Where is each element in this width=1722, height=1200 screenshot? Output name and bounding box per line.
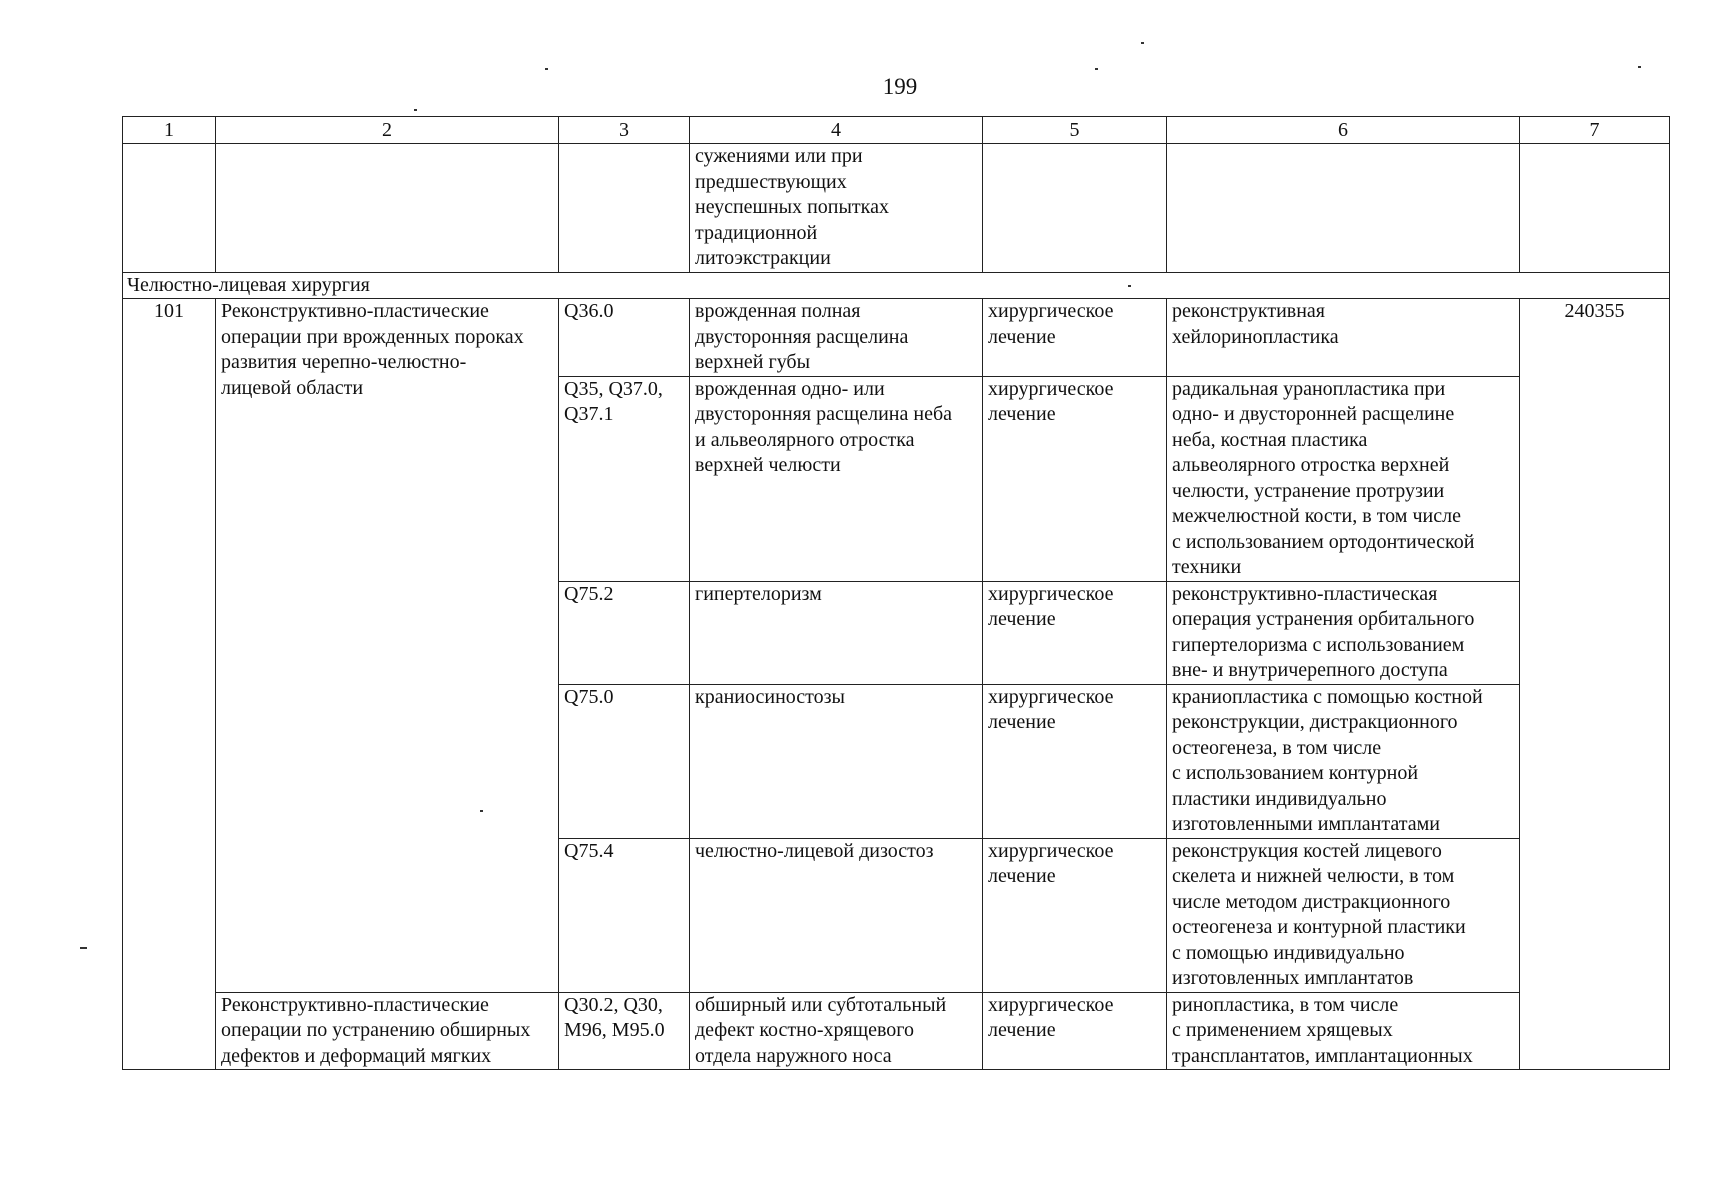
page-number: 199 (882, 74, 918, 99)
column-number-7: 7 (1520, 117, 1670, 144)
cell-line: изготовленными имплантатами (1172, 813, 1440, 835)
cell-line: обширный или субтотальный (695, 993, 947, 1016)
continuation-cell-4 (690, 144, 983, 273)
column-number-1: 1 (123, 117, 216, 144)
procedure-cell (1167, 376, 1520, 581)
scan-speck (1095, 68, 1098, 70)
method-cell (216, 992, 559, 1070)
cell-line: челюстно-лицевой дизостоз (695, 839, 934, 862)
cell-line: хирургическое (988, 582, 1114, 605)
cell-line: Q36.0 (564, 300, 614, 322)
header-row (123, 117, 1670, 144)
procedure-cell (1167, 299, 1520, 377)
cell-line: скелета и нижней челюсти, в том (1172, 865, 1455, 887)
cell-line: операция устранения орбитального (1172, 608, 1475, 630)
scan-speck (480, 810, 483, 812)
cell-line: традиционной (695, 221, 818, 244)
cell-line: врожденная одно- или (695, 377, 885, 400)
cell-line: предшествующих (695, 170, 847, 193)
cell-line: Q35, Q37.0, (564, 377, 663, 400)
cell-line: операции по устранению обширных (221, 1019, 531, 1041)
diagnosis-cell (690, 992, 983, 1070)
cell-line: гипертелоризм (695, 582, 822, 605)
cell-line: двусторонняя расщелина неба (695, 403, 953, 425)
cell-line: вне- и внутричерепного доступа (1172, 659, 1448, 681)
icd-codes-cell (559, 684, 690, 838)
cell-line: хирургическое (988, 993, 1114, 1016)
cell-line: пластики индивидуально (1172, 787, 1387, 810)
diagnosis-cell (690, 581, 983, 684)
scan-speck (80, 947, 87, 949)
diagnosis-cell (690, 684, 983, 838)
cell-line: и альвеолярного отростка (695, 428, 915, 451)
continuation-cell-5 (983, 144, 1167, 273)
entry-number: 101 (123, 299, 216, 1070)
procedure-cell (1167, 684, 1520, 838)
cell-line: остеогенеза, в том числе (1172, 736, 1382, 759)
procedure-cell (1167, 581, 1520, 684)
cell-line: радикальная уранопластика при (1172, 377, 1446, 400)
scan-speck (545, 68, 548, 70)
continuation-cell-3 (559, 144, 690, 273)
section-title: Челюстно-лицевая хирургия (123, 272, 1670, 299)
cell-line: альвеолярного отростка верхней (1172, 454, 1450, 476)
cell-line: реконструкция костей лицевого (1172, 839, 1442, 862)
cell-line: хирургическое (988, 685, 1114, 708)
icd-codes-cell (559, 299, 690, 377)
cell-line: одно- и двусторонней расщелине (1172, 403, 1455, 425)
medical-care-table (122, 116, 1670, 1070)
cell-line: числе методом дистракционного (1172, 890, 1451, 913)
treatment-type-cell (983, 299, 1167, 377)
cell-line: M96, M95.0 (564, 1019, 665, 1041)
cell-line: лечение (988, 711, 1056, 733)
cell-line: неуспешных попытках (695, 196, 889, 218)
column-number-6: 6 (1167, 117, 1520, 144)
cell-line: отдела наружного носа (695, 1044, 892, 1067)
icd-codes-cell (559, 992, 690, 1070)
continuation-cell-1 (123, 144, 216, 273)
cell-line: лечение (988, 865, 1056, 887)
cell-line: Реконструктивно-пластические (221, 300, 489, 322)
cell-line: лечение (988, 608, 1056, 630)
diagnosis-cell (690, 838, 983, 992)
cell-line: лечение (988, 1019, 1056, 1041)
cell-line: Реконструктивно-пластические (221, 993, 489, 1016)
data-row (123, 992, 1670, 1070)
cell-line: остеогенеза и контурной пластики (1172, 916, 1466, 938)
cell-line: верхней губы (695, 351, 811, 373)
cell-line: двусторонняя расщелина (695, 325, 909, 348)
cell-line: межчелюстной кости, в том числе (1172, 505, 1461, 527)
section-row (123, 272, 1670, 299)
treatment-type-cell (983, 376, 1167, 581)
column-number-4: 4 (690, 117, 983, 144)
cell-line: операции при врожденных пороках (221, 325, 524, 348)
cell-line: краниопластика с помощью костной (1172, 685, 1483, 708)
cell-line: хирургическое (988, 300, 1114, 322)
cell-line: верхней челюсти (695, 454, 841, 476)
treatment-type-cell (983, 684, 1167, 838)
treatment-type-cell (983, 992, 1167, 1070)
cell-line: гипертелоризма с использованием (1172, 633, 1465, 656)
procedure-cell (1167, 838, 1520, 992)
cell-line: хирургическое (988, 377, 1114, 400)
cost-cell: 240355 (1520, 299, 1670, 1070)
cell-line: ринопластика, в том числе (1172, 993, 1399, 1016)
cell-line: Q37.1 (564, 403, 614, 425)
cell-line: с помощью индивидуально (1172, 941, 1405, 964)
treatment-type-cell (983, 838, 1167, 992)
scan-speck (1128, 285, 1131, 287)
cell-line: литоэкстракции (695, 247, 831, 269)
continuation-row (123, 144, 1670, 273)
cell-line: развития черепно-челюстно- (221, 351, 467, 373)
scan-speck (1141, 42, 1144, 44)
cell-line: лицевой области (221, 376, 364, 399)
cell-line: врожденная полная (695, 300, 861, 322)
cell-line: хирургическое (988, 839, 1114, 862)
cell-line: трансплантатов, имплантационных (1172, 1044, 1473, 1067)
cell-line: сужениями или при (695, 145, 863, 167)
cell-line: Q75.0 (564, 685, 614, 708)
cell-line: лечение (988, 403, 1056, 425)
cell-line: лечение (988, 325, 1056, 348)
icd-codes-cell (559, 581, 690, 684)
cell-line: Q30.2, Q30, (564, 993, 663, 1016)
cell-line: с использованием ортодонтической (1172, 530, 1475, 553)
data-row (123, 299, 1670, 377)
column-number-3: 3 (559, 117, 690, 144)
cell-line: с использованием контурной (1172, 762, 1419, 784)
scan-speck (414, 109, 417, 111)
cell-line: Q75.2 (564, 582, 614, 605)
cell-line: реконструкции, дистракционного (1172, 711, 1458, 733)
icd-codes-cell (559, 376, 690, 581)
cell-line: реконструктивная (1172, 300, 1325, 322)
cell-line: дефектов и деформаций мягких (221, 1044, 492, 1067)
continuation-cell-2 (216, 144, 559, 273)
cell-line: челюсти, устранение протрузии (1172, 479, 1445, 502)
column-number-2: 2 (216, 117, 559, 144)
method-cell (216, 299, 559, 993)
cell-line: хейлоринопластика (1172, 325, 1339, 348)
treatment-type-cell (983, 581, 1167, 684)
cell-line: техники (1172, 556, 1242, 578)
column-number-5: 5 (983, 117, 1167, 144)
cell-line: неба, костная пластика (1172, 428, 1368, 451)
continuation-cell-6 (1167, 144, 1520, 273)
cell-line: изготовленных имплантатов (1172, 967, 1414, 989)
cell-line: краниосиностозы (695, 685, 845, 708)
cell-line: с применением хрящевых (1172, 1019, 1393, 1041)
diagnosis-cell (690, 376, 983, 581)
scan-speck (1638, 66, 1641, 68)
cell-line: Q75.4 (564, 839, 614, 862)
icd-codes-cell (559, 838, 690, 992)
diagnosis-cell (690, 299, 983, 377)
cell-line: реконструктивно-пластическая (1172, 582, 1438, 605)
cell-line: дефект костно-хрящевого (695, 1019, 914, 1041)
procedure-cell (1167, 992, 1520, 1070)
continuation-cell-7 (1520, 144, 1670, 273)
